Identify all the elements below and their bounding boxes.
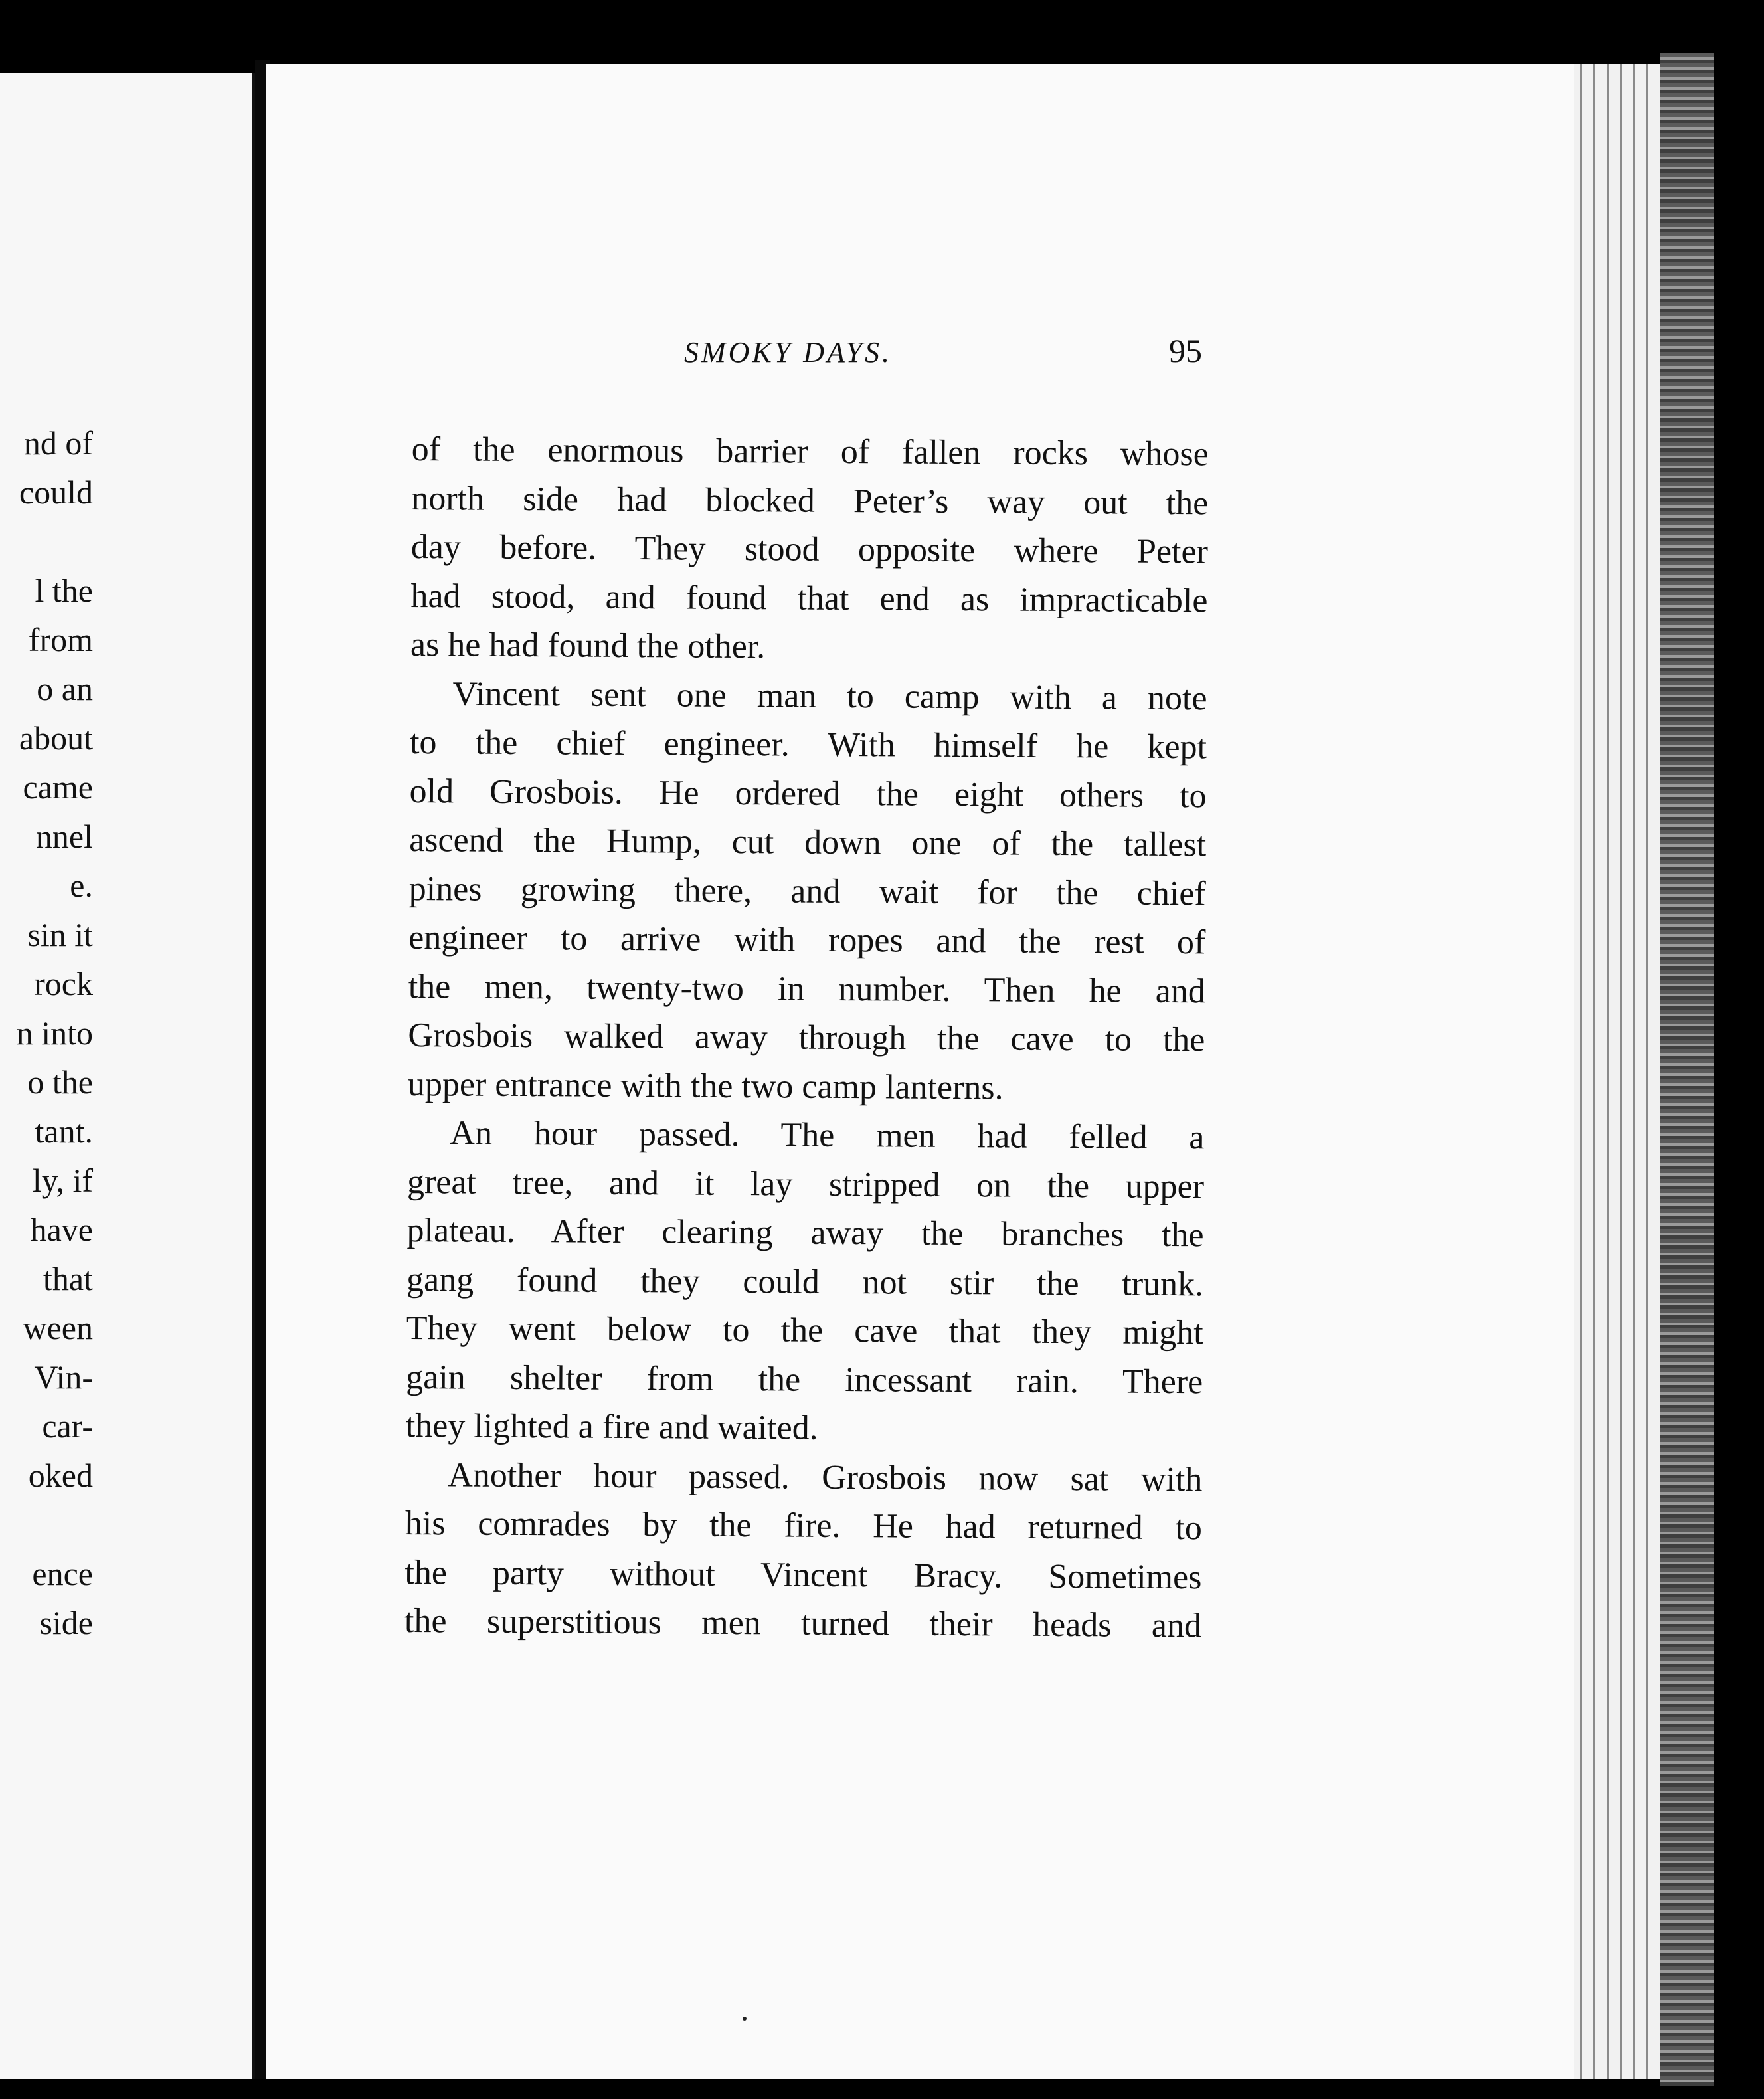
text-line: old Grosbois. He ordered the eight others to	[409, 772, 1207, 815]
text-line: north side had blocked Peter’s way out the	[411, 479, 1209, 522]
text-line: the superstitious men turned their heads and	[404, 1601, 1202, 1645]
left-page-fragment: ly, if	[32, 1162, 93, 1199]
left-page-fragment: oked	[28, 1457, 93, 1494]
text-line: They went below to the cave that they might	[406, 1309, 1203, 1352]
text-line: great tree, and it lay stripped on the upper	[406, 1162, 1205, 1206]
text-line: the men, twenty-two in number. Then he and	[408, 967, 1205, 1010]
left-page-fragment: o the	[27, 1063, 93, 1101]
left-page-fragment: tant.	[35, 1113, 93, 1150]
running-head: SMOKY DAYS.	[684, 336, 892, 369]
left-page-fragment: o an	[37, 670, 93, 707]
left-page-fragment: side	[39, 1604, 93, 1641]
text-line: An hour passed. The men had felled a	[450, 1114, 1205, 1157]
left-page-fragment: car-	[42, 1408, 93, 1445]
text-line: of the enormous barrier of fallen rocks whose	[411, 430, 1209, 474]
text-line: gang found they could not stir the trunk.	[406, 1260, 1204, 1303]
text-line: Another hour passed. Grosbois now sat with	[448, 1455, 1203, 1499]
left-page-fragment: came	[23, 769, 93, 806]
body-text	[404, 425, 1209, 1651]
left-page-fragment: ence	[32, 1555, 93, 1592]
left-page-fragment: that	[43, 1260, 93, 1297]
book-cover-edge	[1660, 53, 1714, 2086]
text-line: they lighted a fire and waited.	[405, 1406, 818, 1447]
text-line: plateau. After clearing away the branches the	[406, 1211, 1204, 1255]
text-line: gain shelter from the incessant rain. There	[406, 1358, 1203, 1401]
left-page-fragment	[0, 517, 93, 566]
text-line: ascend the Hump, cut down one of the tallest	[409, 820, 1207, 864]
text-line: upper entrance with the two camp lanterns.	[407, 1065, 1004, 1107]
left-page	[0, 73, 255, 2079]
page-edges	[1574, 64, 1660, 2079]
left-page-fragment: nd of	[23, 424, 93, 462]
text-line: Vincent sent one man to camp with a note	[452, 674, 1207, 717]
left-page-fragment: Vin-	[34, 1358, 93, 1396]
left-page-fragment: l the	[35, 572, 93, 609]
text-line: day before. They stood opposite where Peter	[410, 527, 1209, 571]
left-page-fragment	[0, 1500, 93, 1549]
left-page-fragment: rock	[34, 965, 93, 1002]
text-line: his comrades by the fire. He had returned to	[404, 1504, 1203, 1548]
left-page-fragment: have	[30, 1211, 93, 1248]
page-header	[684, 332, 1202, 382]
text-line: the party without Vincent Bracy. Sometimes	[404, 1553, 1202, 1596]
text-line: had stood, and found that end as impracticable	[410, 577, 1208, 620]
page-number: 95	[1169, 332, 1202, 369]
left-page-fragment: n into	[16, 1014, 93, 1051]
left-page-fragment: could	[19, 474, 93, 511]
speck	[743, 2017, 747, 2021]
text-line: to the chief engineer. With himself he kept	[409, 723, 1207, 767]
left-page-fragment: nnel	[35, 818, 93, 855]
text-line: Grosbois walked away through the cave to the	[408, 1016, 1205, 1059]
text-line: pines growing there, and wait for the chief	[408, 869, 1206, 913]
text-line: as he had found the other.	[410, 625, 766, 666]
left-page-fragment: ween	[23, 1309, 93, 1346]
text-line: engineer to arrive with ropes and the rest of	[408, 918, 1206, 962]
left-page-fragment: sin it	[27, 916, 93, 953]
left-page-fragment: e.	[70, 867, 93, 904]
left-page-text	[0, 418, 93, 1647]
left-page-fragment: from	[28, 621, 93, 658]
left-page-fragment: about	[19, 719, 93, 757]
